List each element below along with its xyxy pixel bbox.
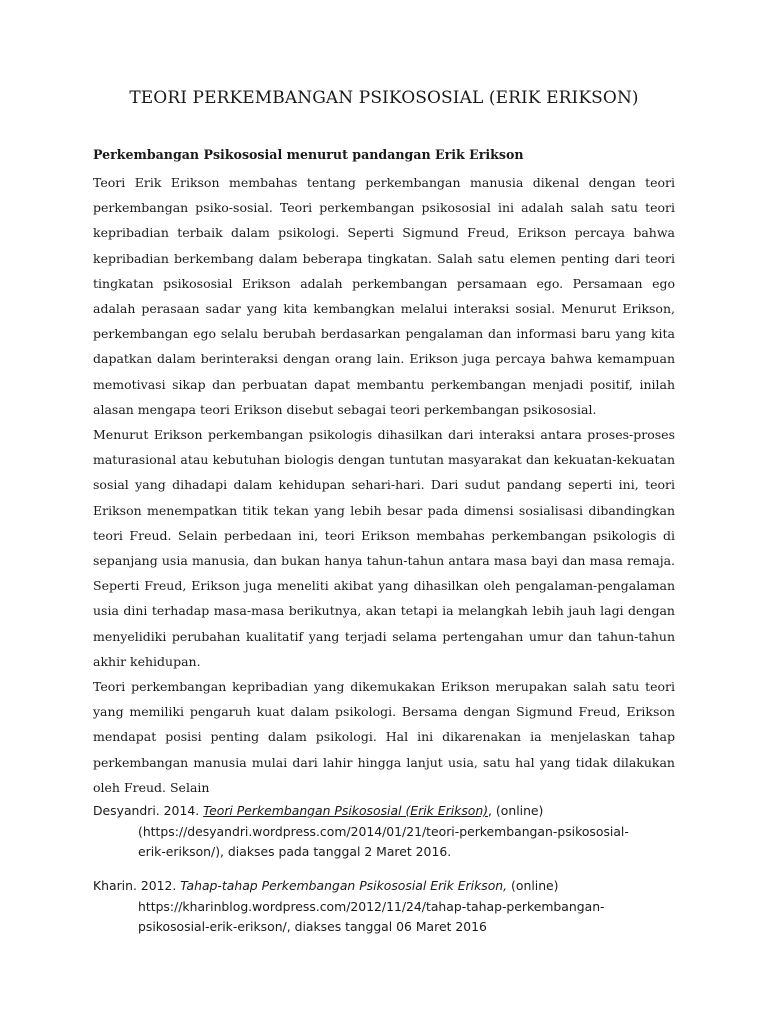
reference-title: Tahap-tahap Perkembangan Psikososial Erik Erikson, [180,878,508,893]
reference-title-link[interactable]: Teori Perkembangan Psikososial (Erik Erikson) [203,803,489,818]
document-title: TEORI PERKEMBANGAN PSIKOSOSIAL (ERIK ERIKSON) [129,88,639,108]
reference-author-year: Kharin. 2012. [93,878,181,893]
reference-source: , (online) (https://desyandri.wordpress.com/2014/01/21/teori-perkembangan-psikososial-erik-erikson/), diakses pada tanggal 2 Maret 2016. [138,803,629,859]
reference-entry [93,876,653,938]
reference-entry [93,801,653,863]
body-text [93,170,675,800]
reference-source: (online) https://kharinblog.wordpress.com/2012/11/24/tahap-tahap-perkembangan-psikososial-erik-erikson/, diakses tanggal 06 Maret 2016 [138,878,605,934]
reference-1 [93,801,653,863]
section-heading: Perkembangan Psikososial menurut pandangan Erik Erikson [93,147,524,162]
paragraph-2: Menurut Erikson perkembangan psikologis dihasilkan dari interaksi antara proses-proses maturasional atau kebutuhan biologis dengan tuntutan masyarakat dan kekuatan-kekuatan sosial yang dihadapi dalam kehidupan sehari-hari. Dari sudut pandang seperti ini, teori Erikson menempatkan titik tekan yang lebih besar pada dimensi sosialisasi dibandingkan teori Freud. Selain perbedaan ini, teori Erikson membahas perkembangan psikologis di sepanjang usia manusia, dan bukan hanya tahun-tahun antara masa bayi dan masa remaja. Seperti Freud, Erikson juga meneliti akibat yang dihasilkan oleh pengalaman-pengalaman usia dini terhadap masa-masa berikutnya, akan tetapi ia melangkah lebih jauh lagi dengan menyelidiki perubahan kualitatif yang terjadi selama pertengahan umur dan tahun-tahun akhir kehidupan. [93,427,675,669]
paragraph-1: Teori Erik Erikson membahas tentang perkembangan manusia dikenal dengan teori perkembangan psiko-sosial. Teori perkembangan psikososial ini adalah salah satu teori kepribadian terbaik dalam psikologi. Seperti Sigmund Freud, Erikson percaya bahwa kepribadian berkembang dalam beberapa tingkatan. Salah satu elemen penting dari teori tingkatan psikososial Erikson adalah perkembangan persamaan ego. Persamaan ego adalah perasaan sadar yang kita kembangkan melalui interaksi sosial. Menurut Erikson, perkembangan ego selalu berubah berdasarkan pengalaman dan informasi baru yang kita dapatkan dalam berinteraksi dengan orang lain. Erikson juga percaya bahwa kemampuan memotivasi sikap dan perbuatan dapat membantu perkembangan menjadi positif, inilah alasan mengapa teori Erikson disebut sebagai teori perkembangan psikososial. [93,175,675,417]
reference-author-year: Desyandri. 2014. [93,803,204,818]
paragraph-3: Teori perkembangan kepribadian yang dikemukakan Erikson merupakan salah satu teori yang memiliki pengaruh kuat dalam psikologi. Bersama dengan Sigmund Freud, Erikson mendapat posisi penting dalam psikologi. Hal ini dikarenakan ia menjelaskan tahap perkembangan manusia mulai dari lahir hingga lanjut usia, satu hal yang tidak dilakukan oleh Freud. Selain [93,679,675,795]
reference-2 [93,876,653,938]
